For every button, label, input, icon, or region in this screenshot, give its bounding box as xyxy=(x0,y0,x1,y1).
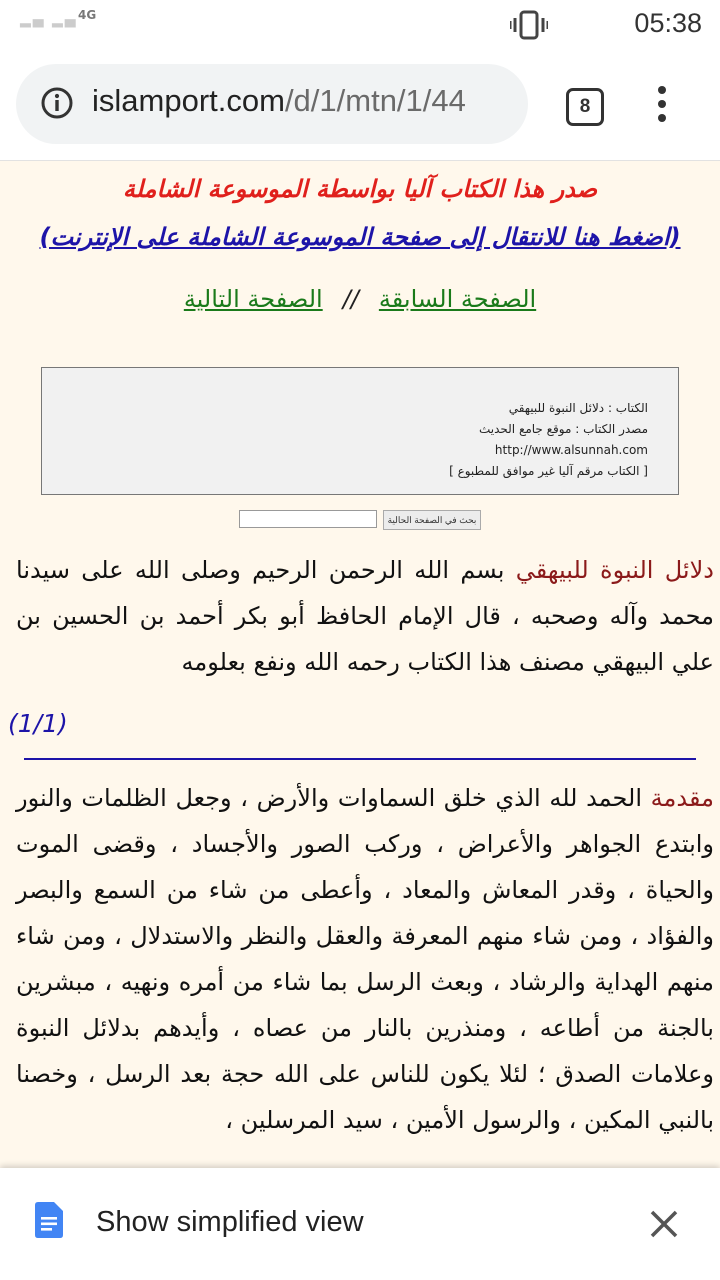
page-search xyxy=(239,510,481,530)
url-text[interactable] xyxy=(92,83,466,119)
nav-separator: // xyxy=(342,285,359,313)
page-search-button[interactable]: بحث في الصفحة الحالية xyxy=(383,510,481,530)
book-info-box xyxy=(41,367,679,495)
divider xyxy=(24,758,696,760)
intro-paragraph xyxy=(16,547,714,685)
info-icon[interactable] xyxy=(40,86,74,120)
next-page-link[interactable]: الصفحة التالية xyxy=(183,285,323,313)
book-heading: دلائل النبوة للبيهقي xyxy=(515,556,714,584)
book-note-line: [ الكتاب مرقم آليا غير موافق للمطبوع ] xyxy=(449,464,648,478)
show-simplified-view-button[interactable]: Show simplified view xyxy=(96,1206,364,1238)
more-menu-icon[interactable] xyxy=(652,86,672,126)
page-number: (1/1) xyxy=(8,709,68,738)
book-source-url: http://www.alsunnah.com xyxy=(494,443,648,457)
page-search-input[interactable] xyxy=(239,510,377,528)
clock: 05:38 xyxy=(634,8,702,38)
url-path: /d/1/mtn/1/44 xyxy=(284,83,466,118)
simplified-view-bar xyxy=(0,1168,720,1280)
preface-heading: مقدمة xyxy=(650,784,714,812)
preface-text: الحمد لله الذي خلق السماوات والأرض ، وجعل الظلمات والنور وابتدع الجواهر والأعراض ، وركب الصور والأجساد ، وقضى الموت والحياة ، وقدر المعاش والمعاد ، وأعطى من شاء من السمع والبصر والفؤاد ، ومن شاء منهم المعرفة والعقل والنظر والاستدلال ، ومن شاء منهم الهداية والرشاد ، وبعث الرسل بما شاء من أمره ونهيه ، مبشرين بالجنة من أطاعه ، ومنذرين بالنار من عصاه ، وأيدهم بدلائل النبوة وعلامات الصدق ؛ لئلا يكون للناس على الله حجة بعد الرسل ، وخصنا بالنبي المكين ، والرسول الأمين ، سيد المرسلين ، xyxy=(16,784,714,1134)
url-domain: islamport.com xyxy=(92,83,285,118)
close-icon[interactable] xyxy=(646,1206,682,1242)
page-navigation xyxy=(0,285,720,313)
document-icon xyxy=(35,1202,63,1238)
vibrate-icon xyxy=(510,10,548,40)
tab-switcher-button[interactable]: 8 xyxy=(566,88,604,126)
signal-icon: ▂▄ ▂▄ xyxy=(20,12,78,28)
address-bar[interactable] xyxy=(16,64,528,144)
shamela-online-link[interactable]: (اضغط هنا للانتقال إلى صفحة الموسوعة الشاملة على الإنترنت) xyxy=(39,223,681,251)
intro-text: بسم الله الرحمن الرحيم وصلى الله على سيدنا محمد وآله وصحبه ، قال الإمام الحافظ أبو بكر أحمد بن الحسين بن علي البيهقي مصنف هذا الكتاب رحمه الله ونفع بعلومه xyxy=(16,556,714,676)
web-page-content xyxy=(0,161,720,1171)
browser-toolbar xyxy=(0,50,720,161)
book-source-line: مصدر الكتاب : موقع جامع الحديث xyxy=(478,422,648,436)
network-type: 4G xyxy=(78,8,97,22)
book-title-line: الكتاب : دلائل النبوة للبيهقي xyxy=(508,401,648,415)
page-title: صدر هذا الكتاب آليا بواسطة الموسوعة الشاملة xyxy=(122,175,598,203)
status-bar xyxy=(0,0,720,50)
preface-paragraph xyxy=(16,775,714,1143)
previous-page-link[interactable]: الصفحة السابقة xyxy=(378,285,537,313)
